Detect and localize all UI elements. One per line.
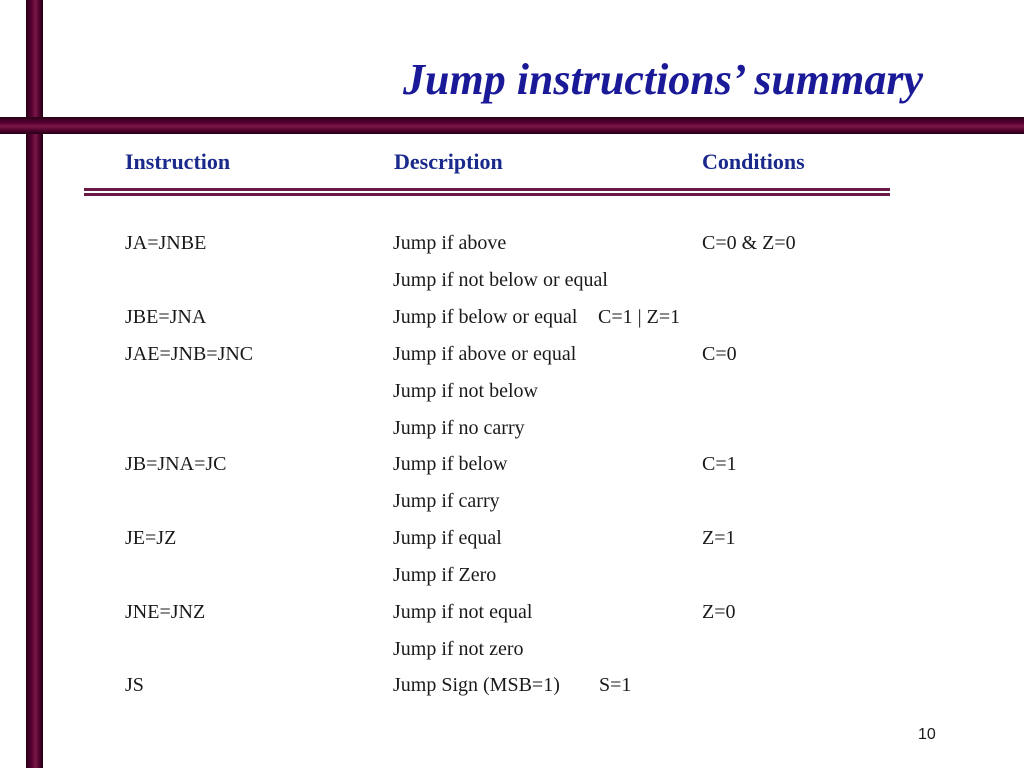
header-rule-top xyxy=(84,188,890,191)
page-number: 10 xyxy=(918,726,936,743)
row-10-description: Jump if Zero xyxy=(393,564,497,586)
row-1-instruction: JA=JNBE xyxy=(125,232,207,254)
row-11-instruction: JNE=JNZ xyxy=(125,601,206,623)
header-conditions: Conditions xyxy=(702,149,805,174)
row-7-instruction: JB=JNA=JC xyxy=(125,453,227,475)
row-11-condition: Z=0 xyxy=(702,601,736,623)
header-rule-bottom xyxy=(84,193,890,196)
row-13-condition: S=1 xyxy=(599,674,632,696)
row-9-description: Jump if equal xyxy=(393,527,502,549)
row-6-description: Jump if no carry xyxy=(393,417,525,439)
row-3-instruction: JBE=JNA xyxy=(125,306,207,328)
slide-title: Jump instructions’ summary xyxy=(403,55,923,104)
row-3-condition: C=1 | Z=1 xyxy=(598,306,681,328)
row-12-description: Jump if not zero xyxy=(393,638,524,660)
row-4-condition: C=0 xyxy=(702,343,737,365)
row-13-description: Jump Sign (MSB=1) xyxy=(393,674,560,696)
row-2-description: Jump if not below or equal xyxy=(393,269,608,291)
row-1-condition: C=0 & Z=0 xyxy=(702,232,796,254)
row-4-instruction: JAE=JNB=JNC xyxy=(125,343,254,365)
row-3-description: Jump if below or equal xyxy=(393,306,578,328)
header-instruction: Instruction xyxy=(125,149,231,174)
row-9-instruction: JE=JZ xyxy=(125,527,177,549)
row-11-description: Jump if not equal xyxy=(393,601,533,623)
title-underline-bar xyxy=(0,117,1024,134)
row-5-description: Jump if not below xyxy=(393,380,538,402)
row-1-description: Jump if above xyxy=(393,232,507,254)
row-8-description: Jump if carry xyxy=(393,490,500,512)
header-description: Description xyxy=(394,149,503,174)
row-7-description: Jump if below xyxy=(393,453,508,475)
row-9-condition: Z=1 xyxy=(702,527,736,549)
row-7-condition: C=1 xyxy=(702,453,737,475)
row-4-description: Jump if above or equal xyxy=(393,343,577,365)
row-13-instruction: JS xyxy=(125,674,144,696)
left-frame-bar xyxy=(26,0,43,768)
